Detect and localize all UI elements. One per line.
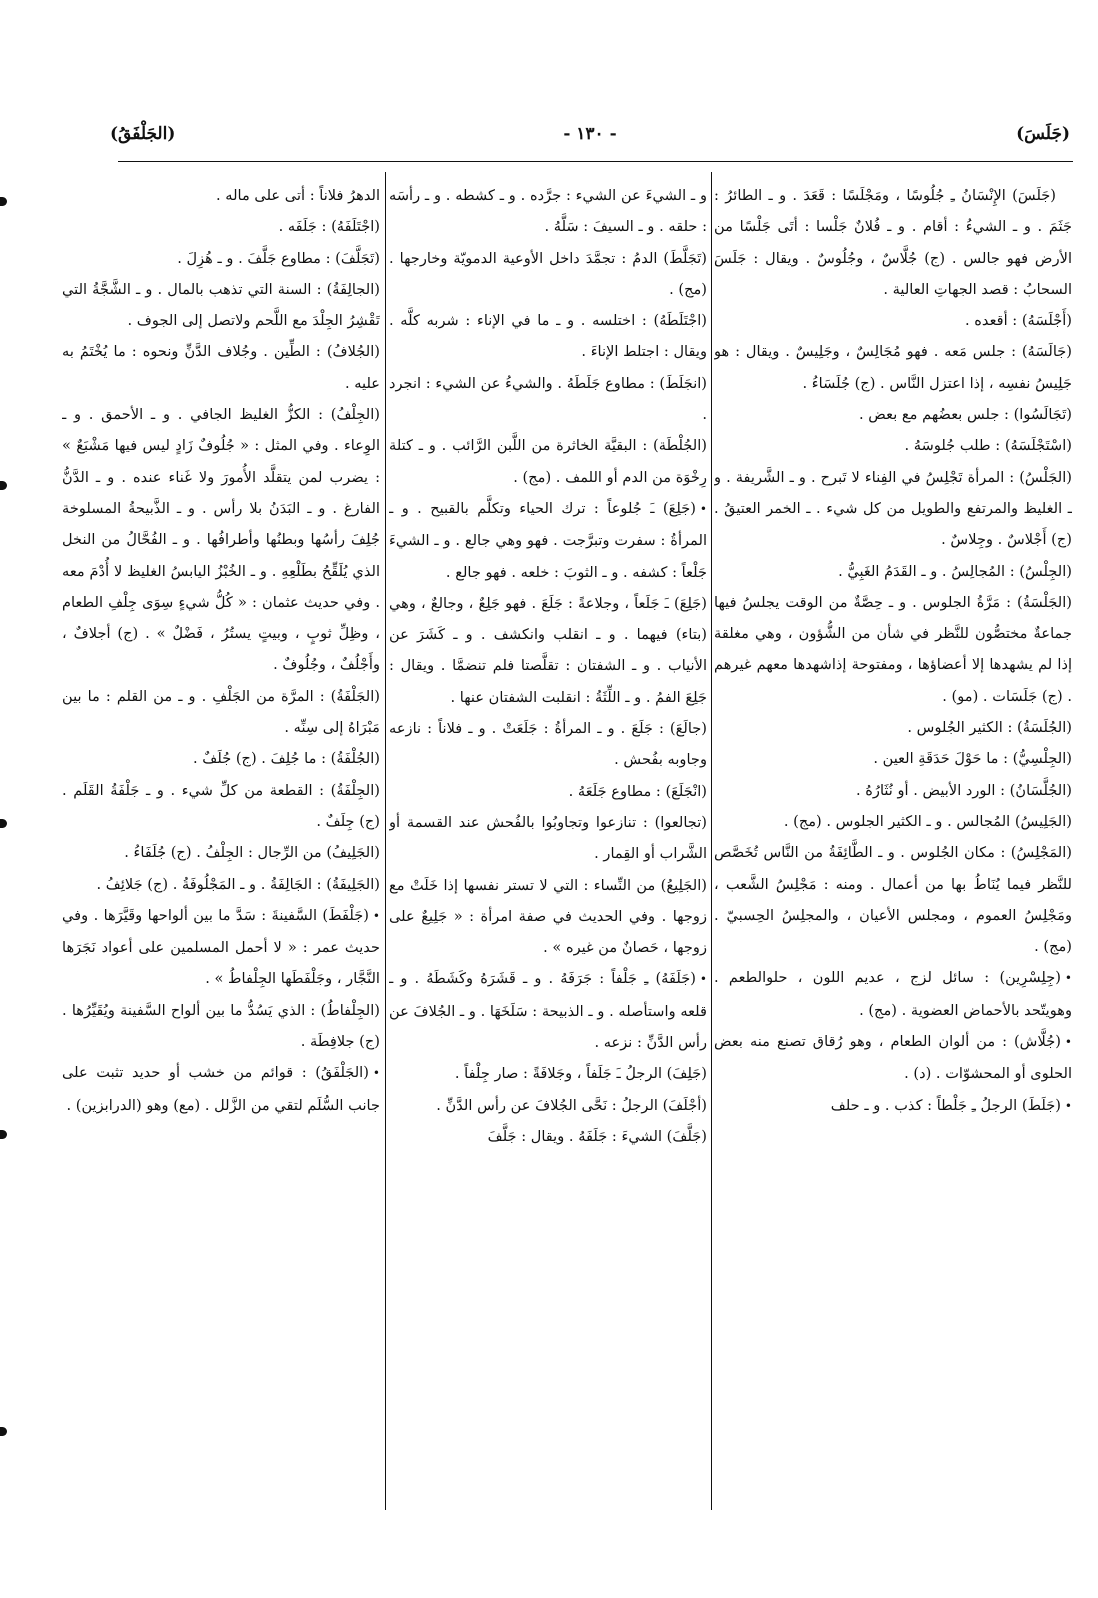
dictionary-entry [62, 869, 380, 900]
dictionary-entry [714, 962, 1072, 1026]
entry-bullet: • [699, 501, 707, 516]
entry-text: (جالَعَ) : جَلَعَ . و ـ المرأةُ : جَلَعَتْ . و ـ فلاناً : نازعه وجاوبه بفُحش . [389, 720, 707, 769]
dictionary-entry [62, 743, 380, 774]
dictionary-entry [62, 243, 380, 274]
dictionary-entry [389, 713, 707, 776]
dictionary-entry [714, 430, 1072, 461]
dictionary-entry [714, 1090, 1072, 1122]
entry-text: (جُلَّاش) : من ألوان الطعام ، وهو رُقاق تصنع منه بعض الحلوى أو المحشوّات . (د) . [714, 1033, 1072, 1083]
dictionary-entry [389, 1090, 707, 1121]
dictionary-entry [389, 305, 707, 368]
dictionary-entry [389, 493, 707, 588]
column-divider [711, 172, 712, 1510]
entry-text: (الجِلْفاطُ) : الذي يَسُدُّ ما بين ألواح السَّفينة ويُقَيِّرُها . (ج) جلافِطَة . [62, 1001, 380, 1051]
dictionary-entry [62, 775, 380, 838]
dictionary-entry [62, 180, 380, 211]
dictionary-entry [714, 806, 1072, 837]
column-middle [389, 180, 707, 1505]
entry-text: (جَلِعَ) ـَ جَلَعاً ، وجلاعةً : جَلَعَ . فهو جَلِعٌ ، وجالعٌ ، وهي (بتاء) فيهما . و ـ انقلب وانكشف . و ـ كَشَرَ عن الأنياب . و ـ الشفتان : تقلَّصتا فلم تنضمَّا . ويقال : جَلِعَ الفمُ . و ـ اللِّثَةُ : انقلبت الشفتان عنها . [389, 594, 707, 706]
entry-text: (اجْتَلَطَهُ) : اختلسه . و ـ ما في الإناء : شربه كلَّه . ويقال : اجتلط الإناءَ . [389, 312, 707, 361]
dictionary-entry [714, 712, 1072, 743]
entry-text: (تَجَلَّطَ) الدمُ : تجمَّدَ داخل الأوعية الدمويّة وخارجها . (مج) . [389, 249, 707, 298]
dictionary-entry [714, 336, 1072, 399]
scan-edge-mark [0, 819, 7, 828]
entry-text: (الجَلِيعُ) من النِّساء : التي لا تستر نفسها إذا خَلَتْ مع زوجها . وفي الحديث في صفة امرأة : « جَلِيعٌ على زوجها ، حَصانٌ من غيره » . [389, 876, 707, 957]
entry-text: (جَلَطَ) الرجلُ ـِ جَلْطاً : كذب . و ـ حلف [830, 1096, 1061, 1114]
dictionary-entry [62, 399, 380, 681]
entry-bullet: • [699, 972, 707, 987]
column-right [714, 180, 1072, 1505]
dictionary-entry [389, 870, 707, 964]
entry-text: (الجَلِيفُ) من الرِّجال : الجِلْفُ . (ج) جُلَفَاءُ . [124, 844, 380, 862]
dictionary-entry [714, 305, 1072, 336]
dictionary-entry [389, 430, 707, 493]
entry-text: (الجُلْفَةُ) : ما جُلِفَ . (ج) جُلَفٌ . [192, 750, 380, 768]
entry-text: (الجِلْسُ) : المُجالِسُ . و ـ القَدَمُ الغَبِيُّ . [838, 562, 1072, 580]
entry-text: و ـ الشيءَ عن الشيء : جرَّده . و ـ كشطه . و ـ رأسَه : حلقه . و ـ السيفَ : سَلَّهُ . [389, 187, 707, 236]
dictionary-entry [389, 1058, 707, 1089]
entry-text: (جَلِفَ) الرجلُ ـَ جَلَفاً ، وجَلافَةً : صار جِلْفاً . [454, 1065, 707, 1083]
entry-text: (جَلِعَ) ـَ جُلوعاً : ترك الحياء وتكلَّم بالقبيح . و ـ المرأةُ : سفرت وتبرَّجت . فهو وهي جالع . و ـ الشيءَ جَلْعاً : كشفه . و ـ الثوبَ : خلعه . فهو جالع . [389, 499, 707, 581]
entry-text: (أَجْلَسَهُ) : أقعده . [965, 312, 1072, 330]
entry-text: (جَلْفَطَ) السَّفينةَ : سَدَّ ما بين ألواحها وقَيَّرَها . وفي حديث عمر : « لا أحمل المسلمين على أعواد نَجَرَها النَّجَّار ، وجَلْفَطَها الجِلْفاطُ » . [62, 906, 380, 988]
dictionary-entry [62, 837, 380, 868]
dictionary-entry [714, 743, 1072, 774]
column-left [62, 180, 380, 1505]
dictionary-entry [389, 1121, 707, 1152]
scan-edge-mark [0, 1130, 7, 1139]
entry-text: (الجِلْفَةُ) : القطعة من كلِّ شيء . و ـ جَلْفَةُ القَلَم . (ج) جِلَفٌ . [62, 781, 380, 830]
dictionary-entry [389, 807, 707, 870]
entry-text: (جِلِسْرِين) : سائل لزج ، عديم اللون ، حلوالطعم . وهويتّحد بالأحماض العضوية . (مج) . [714, 969, 1072, 1019]
dictionary-entry [389, 368, 707, 431]
header-first-entry: (جَلَسَ) [1016, 124, 1070, 144]
dictionary-entry [62, 1057, 380, 1121]
entry-text: (جَلَّفَ) الشيءَ : جَلَفَهُ . ويقال : جَلَّفَ [487, 1127, 707, 1145]
entry-text: (أجْلَفَ) الرجلُ : نَحَّى الجُلافَ عن رأس الدَّنِّ . [436, 1096, 707, 1114]
dictionary-entry [714, 180, 1072, 305]
entry-text: (اسْتَجْلَسَهُ) : طلب جُلوسَهُ . [904, 437, 1072, 455]
entry-text: (الجَلْسَةُ) : مَرَّةُ الجلوس . و ـ حِصَّةٌ من الوقت يجلسُ فيها جماعةٌ مختصُّون للنَّظر في شأن من الشُّؤون ، وهي مغلقة إذا لم يشهدها إلا أعضاؤها ، ومفتوحة إذاشهدها معهم غيرهم . (ج) جَلَسَات . (مو) . [714, 593, 1072, 705]
entry-text: (الجُلْطَة) : البقيَّة الخاثرة من اللَّبن الرَّائب . و ـ كتلة رِخْوَة من الدم أو اللمف . (مج) . [389, 437, 707, 486]
page-header [110, 124, 1070, 158]
entry-bullet: • [1064, 1098, 1072, 1113]
scan-edge-mark [0, 1427, 7, 1436]
entry-text: (الجُلَّسَانُ) : الورد الأبيض . أو نُثَارُهُ . [855, 781, 1072, 799]
dictionary-entry [62, 211, 380, 242]
dictionary-entry [389, 776, 707, 807]
scan-edge-mark [0, 481, 7, 490]
dictionary-entry [714, 1026, 1072, 1090]
dictionary-entry [714, 462, 1072, 556]
entry-text: (الجُلَسَةُ) : الكثير الجُلوس . [907, 719, 1072, 737]
entry-text: (الجَلْسُ) : المرأة تَجْلِسُ في الفِناء لا تَبرح . و ـ الشَّريفة . و ـ الغليظ والمرتفع والطويل من كل شيء . ـ الخمر العتيقُ . (ج) أَجْلاسٌ . وجِلاسٌ . [714, 468, 1072, 549]
entry-text: (الجِلْسِيُّ) : ما حَوْلَ حَدَقَةِ العين . [873, 750, 1072, 768]
entry-text: (جَلَسَ) الإِنْسَانُ ـِ جُلُوسًا ، ومَجْلَسًا : قَعَدَ . و ـ الطائرُ : جَثَمَ . و ـ الشيءُ : أقام . و ـ فُلانٌ جَلْسا : أتَى جَلْسًا من الأرض فهو جالس . (ج) جُلَّاسٌ ، وجُلُوسٌ . ويقال : جَلَسَ السحابُ : قصد الجهاتِ العالية . [714, 187, 1072, 298]
entry-text: (انجَلَطَ) : مطاوع جَلَطَهُ . والشيءُ عن الشيء : انجرد . [389, 374, 707, 424]
dictionary-entry [389, 588, 707, 713]
entry-text: (الجَلِيفَةُ) : الجَالِفَةُ . و ـ المَجْلُوفَةُ . (ج) جَلائِفُ . [96, 875, 380, 893]
entry-text: (المَجْلِسُ) : مكان الجُلوس . و ـ الطَّائِفَةُ من النَّاس تُخَصَّص للنَّظر فيما يُنَاطُ بها من أعمال . ومنه : مَجْلِسُ الشَّعب ، ومَجْلِسُ العموم ، ومجلس الأعيان ، والمجلِسُ الحِسبيّ . (مج) . [714, 844, 1072, 956]
header-rule [118, 161, 1073, 162]
entry-text: (الجُلافُ) : الطِّين . وجُلاف الدَّنِّ ونحوه : ما يُخْتَمُ به عليه . [62, 343, 380, 392]
entry-text: (تجالعوا) : تنازعوا وتجاوبُوا بالفُحش عند القسمة أو الشَّراب أو القِمار . [389, 813, 707, 863]
entry-bullet: • [1064, 1035, 1072, 1050]
entry-text: (الجَلْفَةُ) : المرَّة من الجَلْفِ . و ـ من القلم : ما بين مَبْرَاهُ إلى سِنِّه . [62, 687, 380, 737]
entry-text: (الجالِفَةُ) : السنة التي تذهب بالمال . و ـ الشَّجَّةُ التي تَقْشِرُ الجِلْدَ مع اللَّحم ولاتصل إلى الجوف . [62, 280, 380, 330]
entry-text: (انْجَلَعَ) : مطاوع جَلَعَهُ . [568, 782, 707, 800]
entry-text: (جَالَسَهُ) : جلس مَعه . فهو مُجَالِسٌ ، وجَلِيسٌ . ويقال : هو جَلِيسُ نفسِه ، إذا اعتزل النَّاس . (ج) جُلَسَاءُ . [714, 343, 1072, 392]
dictionary-entry [62, 681, 380, 744]
entry-text: الدهرُ فلاناً : أتى على ماله . [215, 187, 380, 204]
dictionary-entry [389, 963, 707, 1058]
entry-text: (اجْتَلَفَهُ) : جَلَفَه . [278, 218, 380, 236]
entry-text: (تَجَلَّفَ) : مطاوع جَلَّفَ . و ـ هُزِلَ . [177, 249, 380, 267]
page-number: - ١٣٠ - [563, 124, 617, 144]
entry-bullet: • [372, 908, 380, 923]
dictionary-entry [714, 837, 1072, 962]
dictionary-entry [62, 274, 380, 337]
dictionary-entry [714, 587, 1072, 712]
header-last-entry: (الجَلْفَقُ) [110, 124, 176, 144]
dictionary-entry [62, 995, 380, 1058]
dictionary-entry [62, 336, 380, 399]
entry-text: (جَلَفَهُ) ـِ جَلْفاً : جَرَفَهُ . و ـ قَشَرَهُ وكَشَطَهُ . و ـ قلعه واستأصله . و ـ الذبيحة : سَلَخَهَا . و ـ الجُلافَ عن رأس الدَّنِّ : نزعه . [389, 970, 707, 1052]
entry-bullet: • [1064, 971, 1072, 986]
entry-bullet: • [372, 1066, 380, 1081]
entry-text: (الجِلْفُ) : الكزُّ الغليظ الجافي . و ـ الأحمق . و ـ الوِعاء . وفي المثل : « جُلُوفٌ زَادٍ ليس فيها مَشْبَعٌ » : يضرب لمن يتقلَّد الأُمورَ ولا غَناء عنده . و ـ الدَّنُّ الفارغ . و ـ البَدَنُ بلا رأس . و ـ الذَّبيحةُ المسلوخة جُلِفَ رأسُها وبطنُها وأطرافُها . و ـ الفُحَّالُ من النخل الذي يُلَقِّحُ بطَلْعِهِ . و ـ الخُبْزُ اليابسُ الغليظ لا أُدْمَ معه . وفي حديث عثمان : « كُلُّ شيءٍ سِوَى جِلْفِ الطعام ، وظِلِّ ثوبٍ ، وبيتٍ يستُرُ ، فَضْلٌ » . (ج) أجلافٌ ، وأَجْلُفٌ ، وجُلُوفٌ . [62, 406, 380, 674]
dictionary-entry [62, 900, 380, 995]
dictionary-entry [714, 556, 1072, 587]
column-divider [385, 172, 386, 1510]
dictionary-entry [714, 399, 1072, 430]
entry-text: (الجَلِيسُ) المُجالس . و ـ الكثير الجلوس . (مج) . [783, 812, 1072, 830]
scan-edge-mark [0, 197, 7, 206]
entry-text: (تَجَالَسُوا) : جلس بعضُهم مع بعض . [859, 406, 1072, 424]
dictionary-entry [714, 775, 1072, 806]
dictionary-entry [389, 180, 707, 243]
entry-text: (الجَلْفَقُ) : قوائم من خشب أو حديد تثبت على جانب السُّلَم لتقي من الزَّلل . (مع) وهو (الدرابزين) . [62, 1064, 380, 1114]
dictionary-entry [389, 243, 707, 306]
